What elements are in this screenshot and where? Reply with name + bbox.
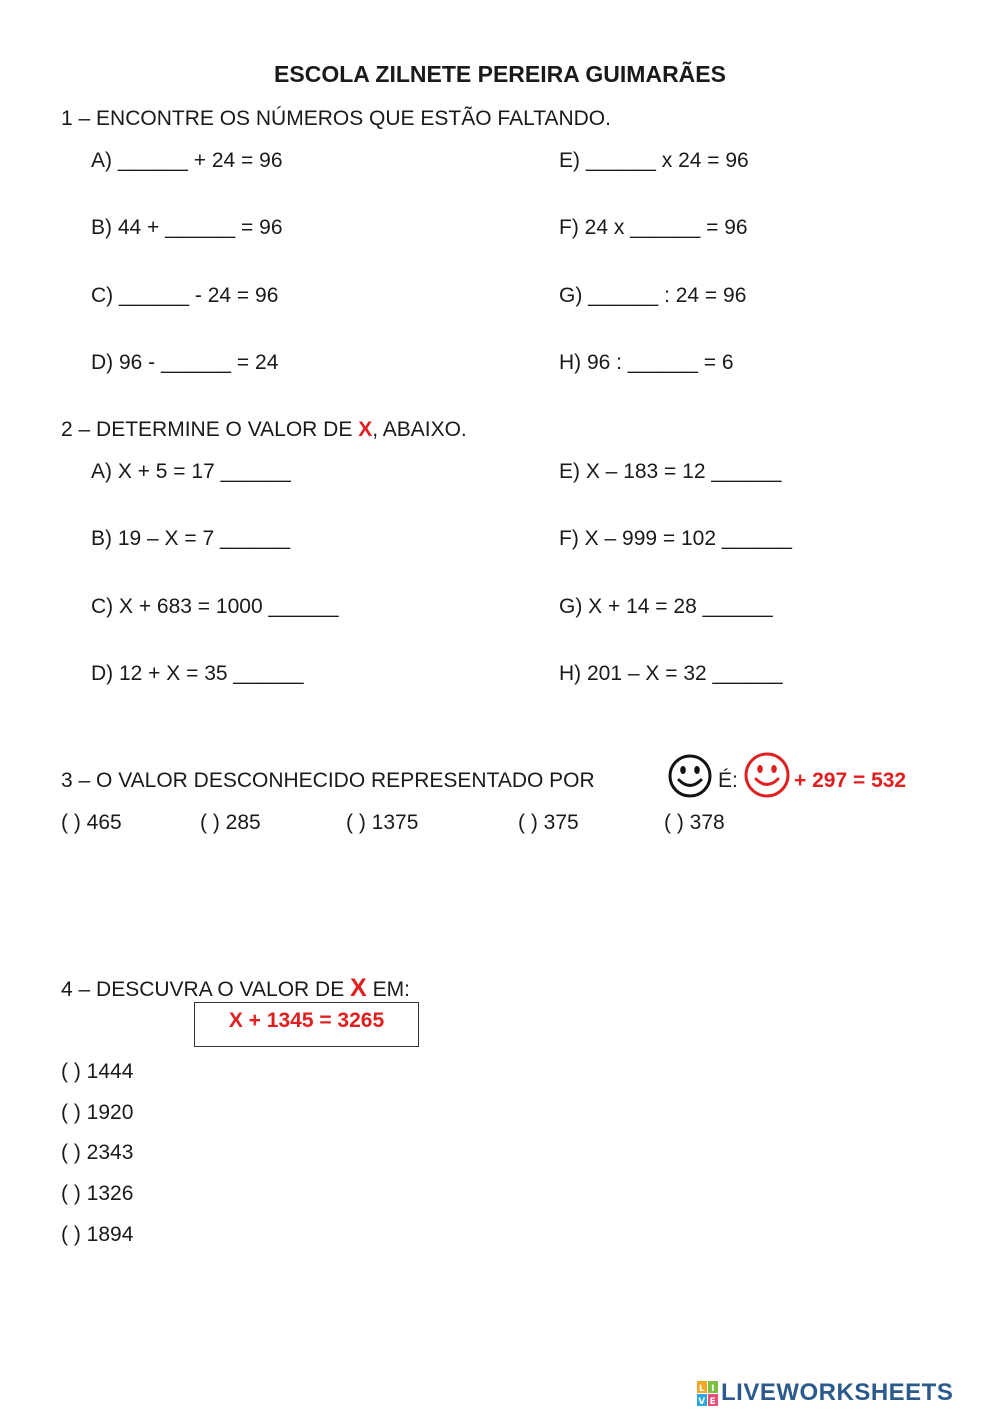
q3-heading: 3 – O VALOR DESCONHECIDO REPRESENTADO POR <box>61 769 595 792</box>
q2-item-h: H) 201 – X = 32 ______ <box>559 662 783 685</box>
q2-item-a: A) X + 5 = 17 ______ <box>91 460 291 483</box>
q1-heading: 1 – ENCONTRE OS NÚMEROS QUE ESTÃO FALTANDO. <box>61 107 611 130</box>
q1-item-b: B) 44 + ______ = 96 <box>91 216 283 239</box>
q1-item-f: F) 24 x ______ = 96 <box>559 216 748 239</box>
q1-item-a: A) ______ + 24 = 96 <box>91 149 283 172</box>
q2-item-g: G) X + 14 = 28 ______ <box>559 595 773 618</box>
q1-item-c: C) ______ - 24 = 96 <box>91 284 279 307</box>
q4-option-1326[interactable]: ( ) 1326 <box>61 1182 134 1205</box>
q3-option-378[interactable]: ( ) 378 <box>664 811 725 834</box>
q2-heading-post: , ABAIXO. <box>372 418 467 441</box>
q3-option-1375[interactable]: ( ) 1375 <box>346 811 419 834</box>
q2-item-d: D) 12 + X = 35 ______ <box>91 662 304 685</box>
logo-letter-i: I <box>711 1383 715 1394</box>
q2-item-c: C) X + 683 = 1000 ______ <box>91 595 339 618</box>
q2-heading-x: X <box>358 418 373 441</box>
q3-equation: + 297 = 532 <box>794 769 907 792</box>
q4-option-2343[interactable]: ( ) 2343 <box>61 1141 134 1164</box>
q4-equation-box <box>194 1002 419 1047</box>
liveworksheets-footer <box>697 1379 953 1407</box>
q3-option-465[interactable]: ( ) 465 <box>61 811 122 834</box>
q1-item-g: G) ______ : 24 = 96 <box>559 284 747 307</box>
smiley-black-icon <box>667 753 713 799</box>
q3-option-285[interactable]: ( ) 285 <box>200 811 261 834</box>
q3-heading-mid: É: <box>718 769 738 792</box>
q4-option-1920[interactable]: ( ) 1920 <box>61 1101 134 1124</box>
q2-heading <box>61 418 467 442</box>
liveworksheets-text: LIVEWORKSHEETS <box>721 1379 954 1406</box>
q4-heading <box>61 974 410 1003</box>
q4-heading-x: X <box>350 974 367 1002</box>
q2-heading-pre: 2 – DETERMINE O VALOR DE <box>61 418 359 441</box>
logo-letter-e: E <box>709 1396 717 1407</box>
q4-heading-post: EM: <box>366 978 410 1001</box>
q4-heading-pre: 4 – DESCUVRA O VALOR DE <box>61 978 351 1001</box>
q4-equation: X + 1345 = 3265 <box>228 1009 385 1032</box>
page-title: ESCOLA ZILNETE PEREIRA GUIMARÃES <box>274 61 726 87</box>
logo-letter-l: L <box>698 1383 706 1394</box>
q1-item-e: E) ______ x 24 = 96 <box>559 149 749 172</box>
q1-item-d: D) 96 - ______ = 24 <box>91 351 279 374</box>
q2-item-b: B) 19 – X = 7 ______ <box>91 527 291 550</box>
q3-option-375[interactable]: ( ) 375 <box>518 811 579 834</box>
liveworksheets-logo-icon <box>697 1381 719 1407</box>
logo-letter-v: V <box>698 1396 706 1407</box>
q2-item-f: F) X – 999 = 102 ______ <box>559 527 792 550</box>
smiley-red-icon <box>743 751 791 799</box>
q2-item-e: E) X – 183 = 12 ______ <box>559 460 782 483</box>
q4-option-1894[interactable]: ( ) 1894 <box>61 1223 134 1246</box>
q4-option-1444[interactable]: ( ) 1444 <box>61 1060 134 1083</box>
q1-item-h: H) 96 : ______ = 6 <box>559 351 734 374</box>
